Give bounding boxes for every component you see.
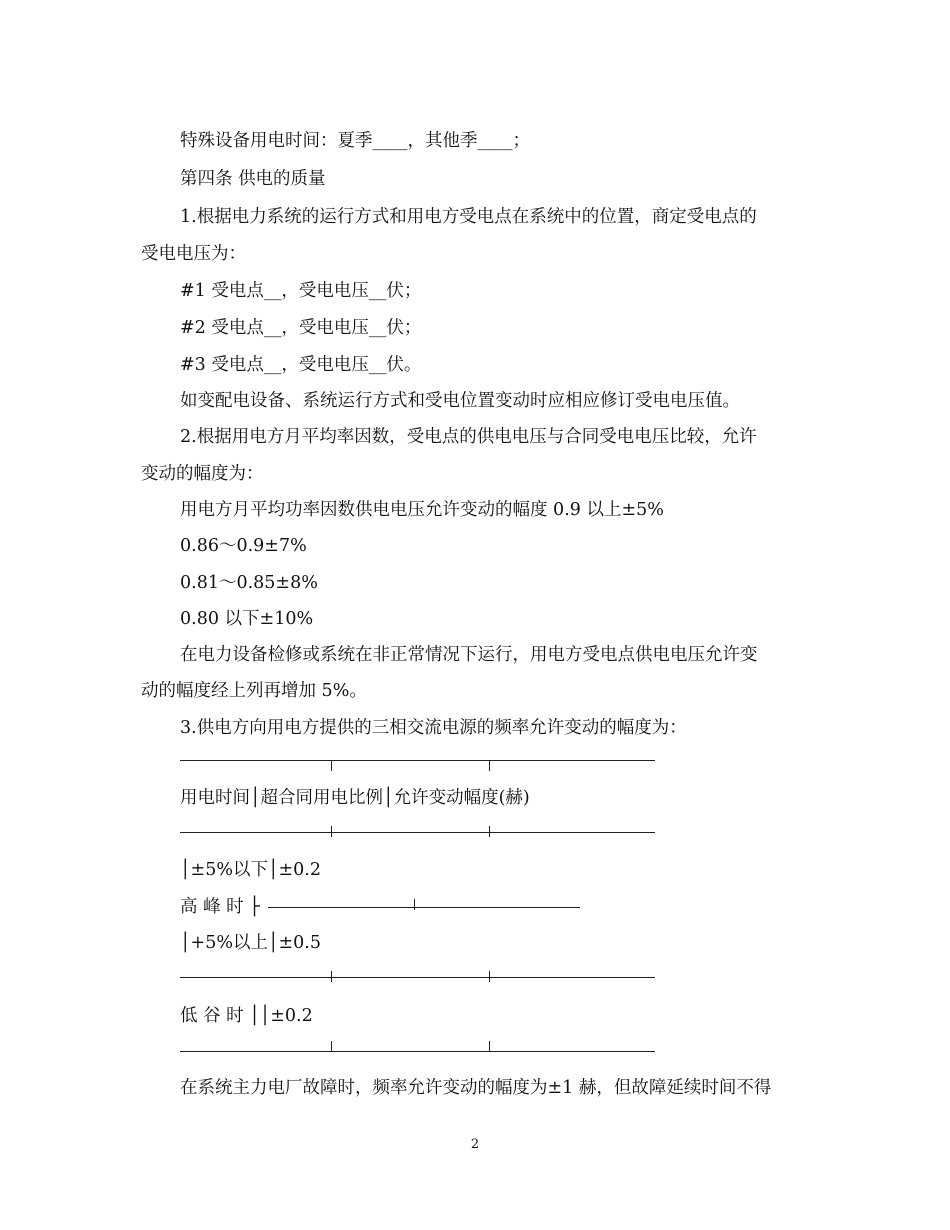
text-line-3: 1.根据电力系统的运行方式和用电方受电点在系统中的位置，商定受电点的 [180,207,757,227]
text-line-5: #1 受电点__，受电电压__伏； [180,281,422,301]
table-tick [331,826,332,837]
table-tick [489,826,490,837]
table-rule-5 [180,1051,655,1052]
table-row-3: │+5%以上│±0.5 [180,933,321,953]
table-header: 用电时间│超合同用电比例│允许变动幅度(赫) [180,788,530,808]
table-tick [489,760,490,771]
table-tick [489,1041,490,1052]
table-rule-2 [180,832,655,833]
table-tick [331,971,332,982]
text-line-11: 用电方月平均功率因数供电电压允许变动的幅度 0.9 以上±5% [180,500,664,520]
text-line-9: 2.根据用电方月平均率因数，受电点的供电电压与合同受电电压比较，允许 [180,427,757,447]
text-line-6: #2 受电点__，受电电压__伏； [180,318,422,338]
text-line-4: 受电电压为： [141,244,246,264]
closing-line: 在系统主力电厂故障时，频率允许变动的幅度为±1 赫，但故障延续时间不得 [180,1078,772,1098]
table-row-valley: 低 谷 时 ││±0.2 [180,1006,313,1026]
table-rule-3 [268,907,580,908]
text-line-16: 动的幅度经上列再增加 5%。 [141,681,367,701]
text-line-15: 在电力设备检修或系统在非正常情况下运行，用电方受电点供电电压允许变 [180,645,758,665]
text-line-1: 特殊设备用电时间：夏季____，其他季____； [180,131,530,151]
text-line-14: 0.80 以下±10% [180,609,314,629]
text-line-13: 0.81～0.85±8% [180,573,318,593]
table-tick [331,760,332,771]
table-tick [331,1041,332,1052]
text-line-17: 3.供电方向用电方提供的三相交流电源的频率允许变动的幅度为： [180,718,687,738]
table-rule-1 [180,760,655,761]
text-line-8: 如变配电设备、系统运行方式和受电位置变动时应相应修订受电电压值。 [180,391,740,411]
article-heading: 第四条 供电的质量 [180,169,326,189]
table-rule-4 [180,977,655,978]
table-row-1: │±5%以下│±0.2 [180,860,321,880]
text-line-7: #3 受电点__，受电电压__伏。 [180,355,422,375]
page-number: 2 [470,1137,480,1152]
table-tick [489,971,490,982]
text-line-10: 变动的幅度为： [141,464,264,484]
table-row-peak: 高 峰 时 ├ [180,897,260,917]
table-tick [414,899,415,910]
text-line-12: 0.86～0.9±7% [180,536,307,556]
